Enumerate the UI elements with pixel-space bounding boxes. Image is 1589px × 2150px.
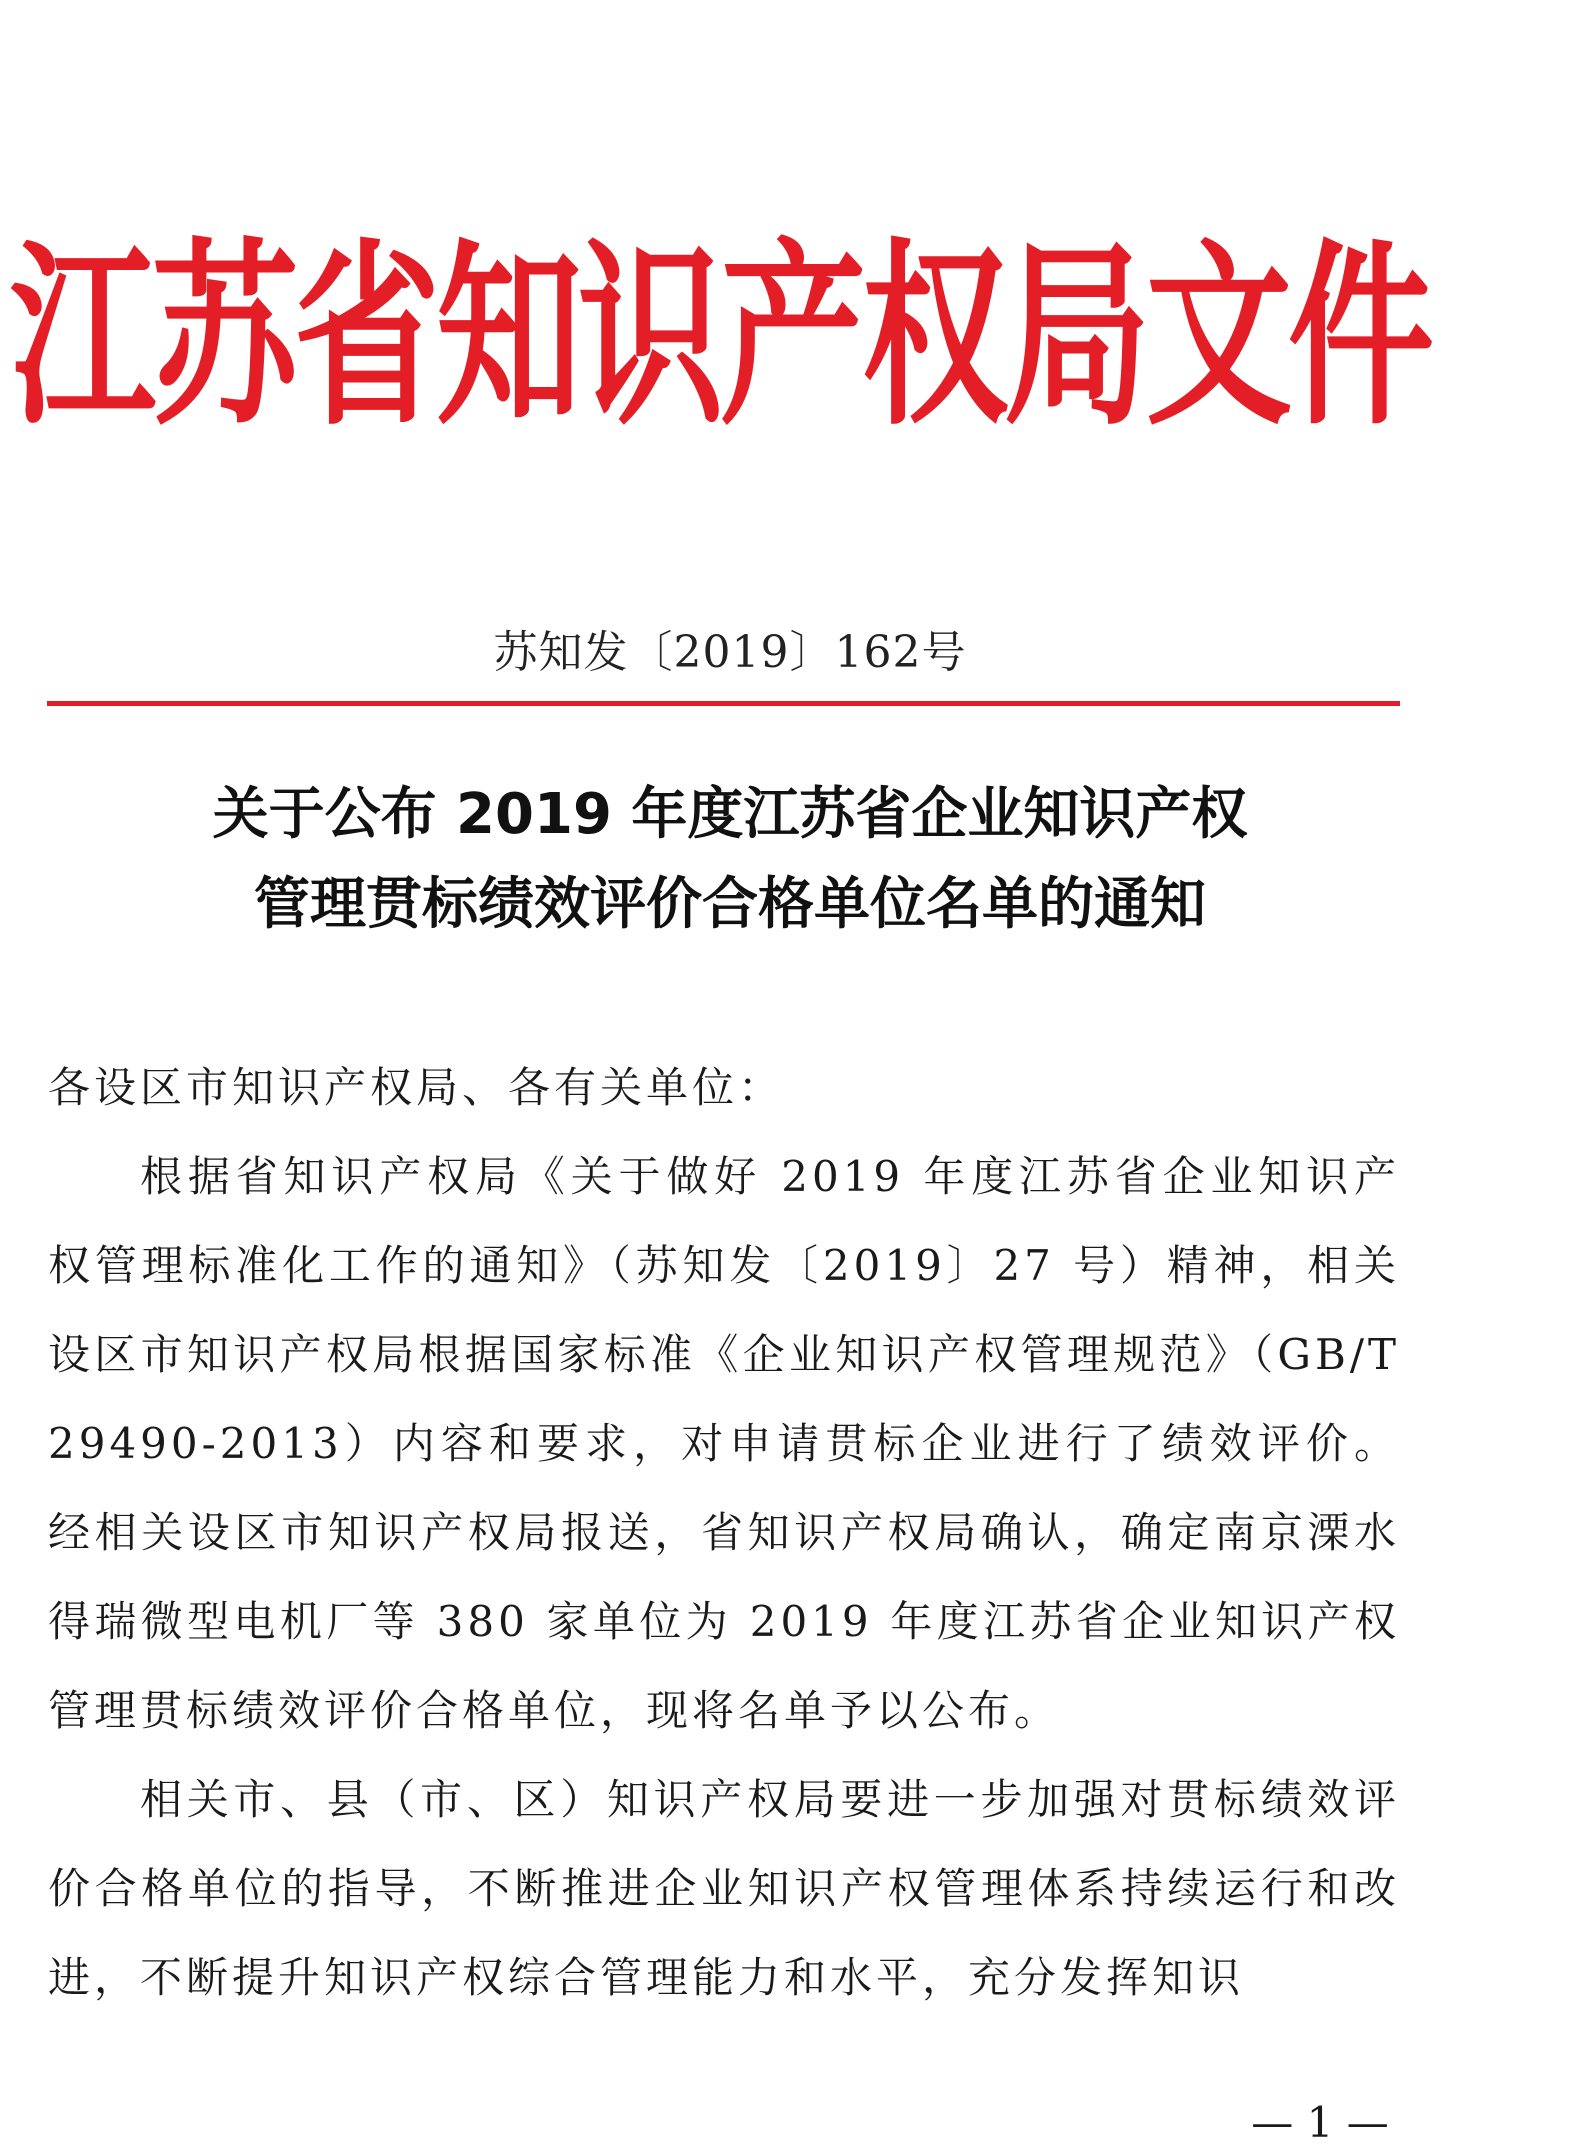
document-number: 苏知发〔2019〕162号 — [493, 627, 967, 678]
body-paragraph-1: 根据省知识产权局《关于做好 2019 年度江苏省企业知识产权管理标准化工作的通知》（苏知发〔2019〕27 号）精神，相关设区市知识产权局根据国家标准《企业知识产权管理规范》（GB/T 29490-2013）内容和要求，对申请贯标企业进行了绩效评价。经相关设区市知识产权局报送，省知识产权局确认，确定南京溧水得瑞微型电机厂等 380 家单位为 2019 年度江苏省企业知识产权管理贯标绩效评价合格单位，现将名单予以公布。 — [48, 1152, 1400, 1735]
page-number: — 1 — — [1251, 2098, 1389, 2147]
document-masthead: 江苏省知识产权局文件 — [10, 222, 1430, 453]
red-separator-rule — [47, 701, 1400, 706]
salutation: 各设区市知识产权局、各有关单位： — [48, 1063, 785, 1112]
title-line-2: 管理贯标绩效评价合格单位名单的通知 — [254, 872, 1206, 937]
document-body — [48, 1043, 1400, 2022]
body-paragraph-2: 相关市、县（市、区）知识产权局要进一步加强对贯标绩效评价合格单位的指导，不断推进企业知识产权管理体系持续运行和改进，不断提升知识产权综合管理能力和水平，充分发挥知识 — [48, 1775, 1400, 2002]
title-line-1: 关于公布 2019 年度江苏省企业知识产权 — [212, 782, 1248, 847]
document-title — [0, 770, 1460, 950]
